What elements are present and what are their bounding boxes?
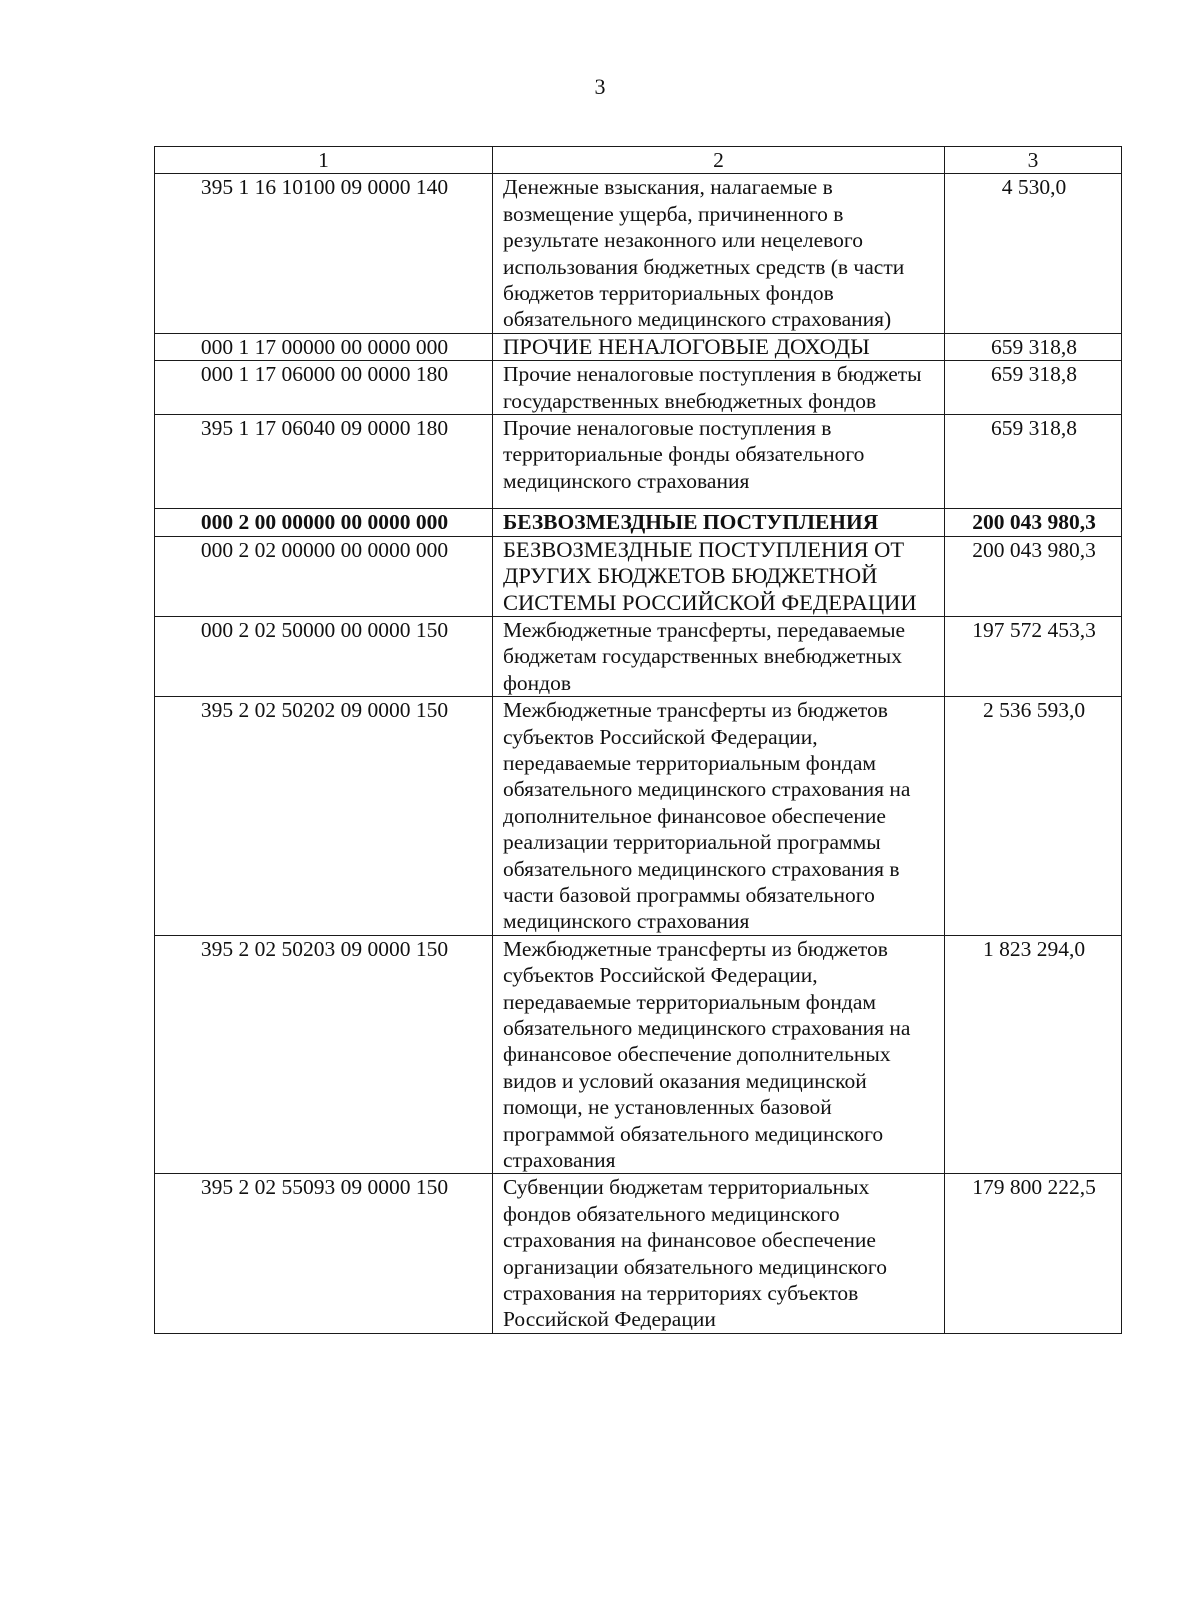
revenue-name: Межбюджетные трансферты, передаваемые бюджетам государственных внебюджетных фондов xyxy=(493,616,945,696)
revenue-name: Межбюджетные трансферты из бюджетов субъектов Российской Федерации, передаваемые территориальным фондам обязательного медицинского страхования на финансовое обеспечение дополнительных видов и условий оказания медицинской помощи, не установленных базовой программой обязательного медицинского страхования xyxy=(493,935,945,1174)
table-row-total xyxy=(155,509,1122,536)
budget-code: 395 2 02 55093 09 0000 150 xyxy=(155,1174,493,1333)
budget-code: 000 1 17 00000 00 0000 000 xyxy=(155,333,493,360)
table-row xyxy=(155,333,1122,360)
table-row xyxy=(155,935,1122,1174)
table-row xyxy=(155,616,1122,696)
table-row xyxy=(155,1174,1122,1333)
revenue-name: Прочие неналоговые поступления в бюджеты государственных внебюджетных фондов xyxy=(493,361,945,415)
amount: 4 530,0 xyxy=(945,174,1122,333)
table-row xyxy=(155,361,1122,415)
revenue-name: БЕЗВОЗМЕЗДНЫЕ ПОСТУПЛЕНИЯ ОТ ДРУГИХ БЮДЖЕТОВ БЮДЖЕТНОЙ СИСТЕМЫ РОССИЙСКОЙ ФЕДЕРАЦИИ xyxy=(493,536,945,616)
amount: 197 572 453,3 xyxy=(945,616,1122,696)
budget-code: 000 2 00 00000 00 0000 000 xyxy=(155,509,493,536)
table-row xyxy=(155,697,1122,936)
header-row xyxy=(155,147,1122,174)
table-body xyxy=(155,174,1122,1333)
revenue-name: Денежные взыскания, налагаемые в возмещение ущерба, причиненного в результате незаконного или нецелевого использования бюджетных средств (в части бюджетов территориальных фондов обязательного медицинского страхования) xyxy=(493,174,945,333)
amount: 659 318,8 xyxy=(945,333,1122,360)
amount: 1 823 294,0 xyxy=(945,935,1122,1174)
budget-code: 395 2 02 50203 09 0000 150 xyxy=(155,935,493,1174)
table-header xyxy=(155,147,1122,174)
amount: 179 800 222,5 xyxy=(945,1174,1122,1333)
budget-code: 000 1 17 06000 00 0000 180 xyxy=(155,361,493,415)
amount: 200 043 980,3 xyxy=(945,536,1122,616)
page-number: 3 xyxy=(594,74,606,99)
column-header-name: 2 xyxy=(493,147,945,174)
column-header-amount: 3 xyxy=(945,147,1122,174)
revenue-name: Субвенции бюджетам территориальных фондов обязательного медицинского страхования на финансовое обеспечение организации обязательного медицинского страхования на территориях субъектов Российской Федерации xyxy=(493,1174,945,1333)
table-row xyxy=(155,415,1122,509)
table-row xyxy=(155,174,1122,333)
amount: 200 043 980,3 xyxy=(945,509,1122,536)
budget-revenue-table xyxy=(154,146,1122,1334)
amount: 2 536 593,0 xyxy=(945,697,1122,936)
revenue-name: Прочие неналоговые поступления в территориальные фонды обязательного медицинского страхования xyxy=(493,415,945,509)
budget-code: 395 1 16 10100 09 0000 140 xyxy=(155,174,493,333)
column-header-code: 1 xyxy=(155,147,493,174)
table-row xyxy=(155,536,1122,616)
budget-code: 395 1 17 06040 09 0000 180 xyxy=(155,415,493,509)
revenue-name: БЕЗВОЗМЕЗДНЫЕ ПОСТУПЛЕНИЯ xyxy=(493,509,945,536)
budget-code: 000 2 02 50000 00 0000 150 xyxy=(155,616,493,696)
revenue-name: Межбюджетные трансферты из бюджетов субъектов Российской Федерации, передаваемые территориальным фондам обязательного медицинского страхования на дополнительное финансовое обеспечение реализации территориальной программы обязательного медицинского страхования в части базовой программы обязательного медицинского страхования xyxy=(493,697,945,936)
amount: 659 318,8 xyxy=(945,361,1122,415)
budget-code: 395 2 02 50202 09 0000 150 xyxy=(155,697,493,936)
budget-code: 000 2 02 00000 00 0000 000 xyxy=(155,536,493,616)
amount: 659 318,8 xyxy=(945,415,1122,509)
revenue-name: ПРОЧИЕ НЕНАЛОГОВЫЕ ДОХОДЫ xyxy=(493,333,945,360)
